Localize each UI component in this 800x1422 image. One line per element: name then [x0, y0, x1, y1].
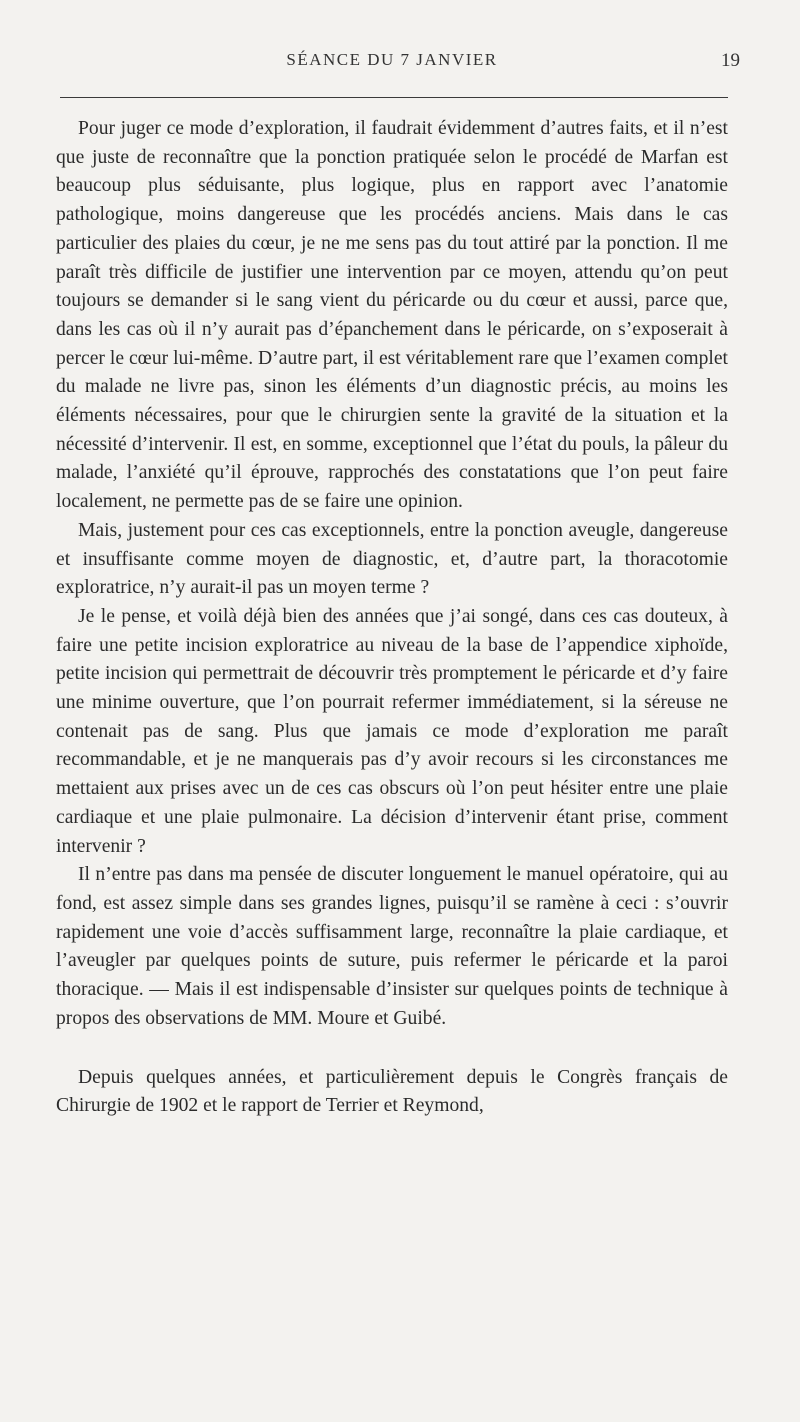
- paragraph-5: Depuis quelques années, et particulièrement depuis le Congrès français de Chirurgie de 1902 et le rapport de Terrier et Reymond,: [56, 1066, 728, 1117]
- running-head: [56, 50, 740, 80]
- paragraph-1: Pour juger ce mode d’exploration, il faudrait évidemment d’autres faits, et il n’est que juste de reconnaître que la ponction pratiquée selon le procédé de Marfan est beaucoup plus séduisante, plus logique, plus en rapport avec l’anatomie pathologique, moins dangereuse que les procédés anciens. Mais dans le cas particulier des plaies du cœur, je ne me sens pas du tout attiré par la ponction. Il me paraît très difficile de justifier une intervention par ce moyen, attendu qu’on peut toujours se demander si le sang vient du péricarde ou du cœur et aussi, parce que, dans les cas où il n’y aurait pas d’épanchement dans le péricarde, on s’exposerait à percer le cœur lui-même. D’autre part, il est véritablement rare que l’examen complet du malade ne livre pas, sinon les éléments d’un diagnostic précis, au moins les éléments nécessaires, pour que le chirurgien sente la gravité de la situation et la nécessité d’intervenir. Il est, en somme, exceptionnel que l’état du pouls, la pâleur du malade, l’anxiété qu’il éprouve, rapprochés des constatations que l’on peut faire localement, ne permette pas de se faire une opinion.: [56, 118, 728, 513]
- page-number: 19: [721, 50, 740, 71]
- running-title: SÉANCE DU 7 JANVIER: [286, 50, 498, 69]
- body-text: [56, 115, 728, 1121]
- paragraph-4: Il n’entre pas dans ma pensée de discuter longuement le manuel opératoire, qui au fond, est assez simple dans ses grandes lignes, puisqu’il se ramène à ceci : s’ouvrir rapidement une voie d’accès suffisamment large, reconnaître la plaie cardiaque, et l’aveugler par quelques points de suture, puis refermer le péricarde et la paroi thoracique. — Mais il est indispensable d’insister sur quelques points de technique à propos des observations de MM. Moure et Guibé.: [56, 864, 728, 1029]
- paragraph-2: Mais, justement pour ces cas exceptionnels, entre la ponction aveugle, dangereuse et insuffisante comme moyen de diagnostic, et, d’autre part, la thoracotomie exploratrice, n’y aurait-il pas un moyen terme ?: [56, 519, 728, 599]
- paragraph-3: Je le pense, et voilà déjà bien des années que j’ai songé, dans ces cas douteux, à faire une petite incision exploratrice au niveau de la base de l’appendice xiphoïde, petite incision qui permettrait de découvrir très promptement le péricarde et d’y faire une minime ouverture, que l’on pourrait refermer immédiatement, si la séreuse ne contenait pas de sang. Plus que jamais ce mode d’exploration me paraît recommandable, et je ne manquerais pas d’y avoir recours si les circonstances me mettaient aux prises avec un de ces cas obscurs où l’on peut hésiter entre une plaie cardiaque et une plaie pulmonaire. La décision d’intervenir étant prise, comment intervenir ?: [56, 605, 728, 857]
- header-rule: [60, 97, 728, 98]
